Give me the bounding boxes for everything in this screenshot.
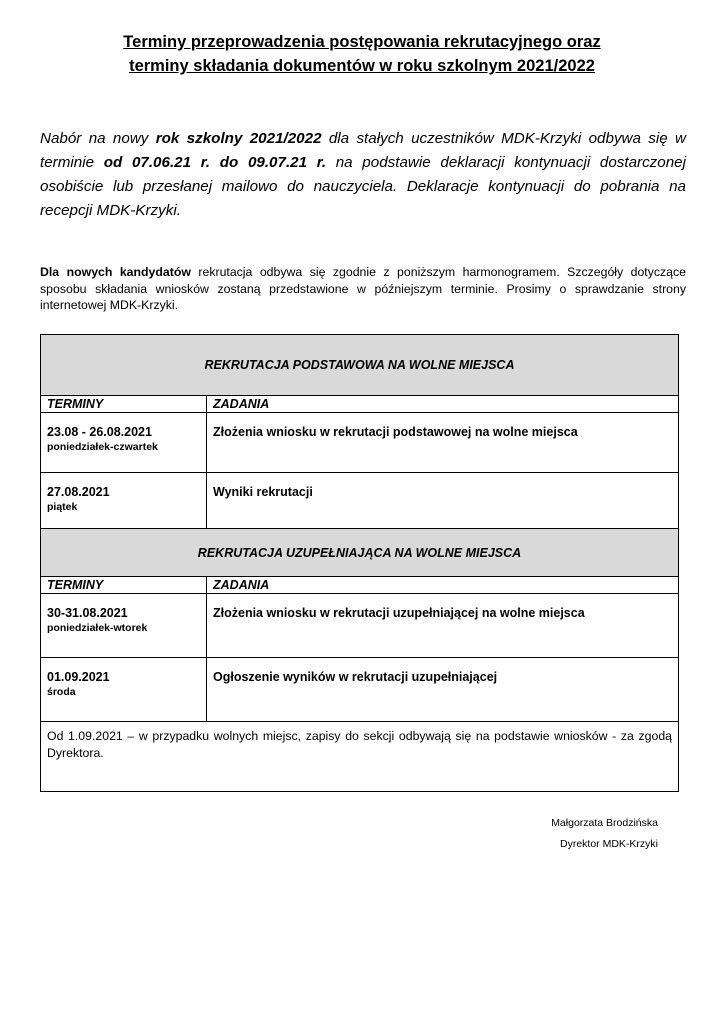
section-heading: REKRUTACJA UZUPEŁNIAJĄCA NA WOLNE MIEJSCA <box>41 529 679 577</box>
section-heading-row <box>41 529 679 577</box>
column-header-tasks: ZADANIA <box>207 577 679 594</box>
document-title <box>40 30 684 78</box>
schedule-table <box>40 334 679 792</box>
title-line-2: terminy składania dokumentów w roku szkolnym 2021/2022 <box>129 57 595 75</box>
intro-bold-school-year: rok szkolny 2021/2022 <box>155 130 322 147</box>
table-row <box>41 594 679 658</box>
table-row <box>41 413 679 473</box>
task-text: Złożenia wniosku w rekrutacji podstawowej na wolne miejsca <box>213 425 578 439</box>
date-text: 27.08.2021 <box>47 485 110 499</box>
intro-paragraph <box>40 127 686 223</box>
task-text: Ogłoszenie wyników w rekrutacji uzupełniającej <box>213 670 498 684</box>
date-cell <box>41 594 207 658</box>
column-header-tasks: ZADANIA <box>207 396 679 413</box>
date-cell <box>41 473 207 529</box>
new-candidates-paragraph <box>40 264 686 314</box>
column-header-row <box>41 396 679 413</box>
note-row <box>41 722 679 792</box>
task-cell <box>207 658 679 722</box>
intro-bold-dates: od 07.06.21 r. do 09.07.21 r. <box>103 154 327 171</box>
signature-name: Małgorzata Brodzińska <box>551 817 658 829</box>
candidates-text: rekrutacja odbywa się zgodnie z poniższym harmonogramem. Szczegóły dotyczące sposobu składania wniosków zostaną przedstawione w późniejszym terminie. Prosimy o sprawdzanie strony internetowej MDK-Krzyki. <box>40 265 686 312</box>
task-cell <box>207 413 679 473</box>
section-heading-row <box>41 335 679 396</box>
date-cell <box>41 658 207 722</box>
title-line-1: Terminy przeprowadzenia postępowania rekrutacyjnego oraz <box>123 33 601 51</box>
task-cell <box>207 473 679 529</box>
section-heading: REKRUTACJA PODSTAWOWA NA WOLNE MIEJSCA <box>41 335 679 396</box>
date-cell <box>41 413 207 473</box>
intro-text-2: dla stałych uczestników MDK-Krzyki odbywa się w terminie <box>40 130 686 171</box>
weekday-text: piątek <box>47 501 78 513</box>
intro-text-3: na podstawie deklaracji kontynuacji dostarczonej osobiście lub przesłanej mailowo do nauczyciela. Deklaracje kontynuacji do pobrania na recepcji MDK-Krzyki. <box>40 154 686 219</box>
column-header-row <box>41 577 679 594</box>
date-text: 01.09.2021 <box>47 670 110 684</box>
note-text: Od 1.09.2021 – w przypadku wolnych miejsc, zapisy do sekcji odbywają się na podstawie wniosków - za zgodą Dyrektora. <box>41 722 679 792</box>
task-text: Złożenia wniosku w rekrutacji uzupełniającej na wolne miejsca <box>213 606 585 620</box>
task-cell <box>207 594 679 658</box>
column-header-dates: TERMINY <box>41 577 207 594</box>
table-row <box>41 658 679 722</box>
task-text: Wyniki rekrutacji <box>213 485 313 499</box>
weekday-text: poniedziałek-czwartek <box>47 441 158 453</box>
table-row <box>41 473 679 529</box>
column-header-dates: TERMINY <box>41 396 207 413</box>
date-text: 30-31.08.2021 <box>47 606 128 620</box>
weekday-text: poniedziałek-wtorek <box>47 622 148 634</box>
date-text: 23.08 - 26.08.2021 <box>47 425 152 439</box>
signature-role: Dyrektor MDK-Krzyki <box>559 838 658 850</box>
weekday-text: środa <box>47 686 76 698</box>
candidates-bold: Dla nowych kandydatów <box>40 265 191 279</box>
intro-text-1: Nabór na nowy <box>40 130 156 147</box>
